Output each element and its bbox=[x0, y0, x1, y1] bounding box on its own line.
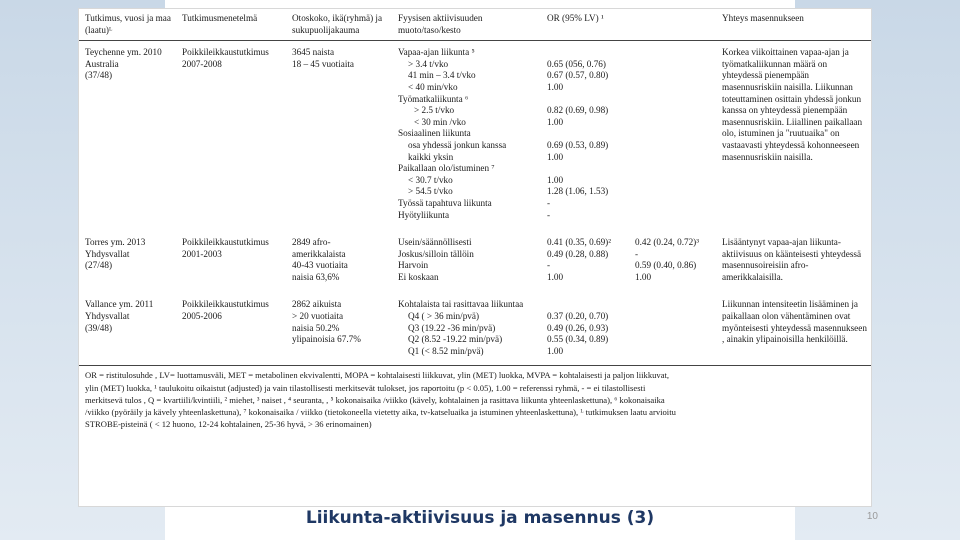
sample-cell-line: 18 – 45 vuotiaita bbox=[292, 58, 355, 69]
activity-cell-line: Q2 (8.52 -19.22 min/pvä) bbox=[408, 334, 503, 345]
activity-cell-line: Sosiaalinen liikunta bbox=[398, 128, 471, 139]
table-header-row bbox=[79, 9, 871, 41]
or-cell-line: 0.49 (0.26, 0.93) bbox=[547, 322, 609, 333]
sample-cell-line: > 20 vuotiaita bbox=[292, 311, 344, 322]
study-cell-line: Australia bbox=[85, 58, 119, 69]
or-cell-line: 0.55 (0.34, 0.89) bbox=[547, 334, 609, 345]
or-cell-line: 0.82 (0.69, 0.98) bbox=[547, 105, 609, 116]
activity-cell-line: < 30 min /vko bbox=[414, 116, 466, 127]
or-cell-2 bbox=[629, 229, 716, 291]
method-cell bbox=[176, 291, 286, 365]
activity-cell-line: < 40 min/vko bbox=[408, 81, 458, 92]
activity-cell-line: Q3 (19.22 -36 min/pvä) bbox=[408, 322, 496, 333]
sample-cell bbox=[286, 291, 392, 365]
study-cell-line: (37/48) bbox=[85, 70, 113, 81]
or-cell-line: 0.41 (0.35, 0.69)² bbox=[547, 237, 611, 248]
or-cell-2-line: 0.59 (0.40, 0.86) bbox=[635, 260, 697, 271]
footnote-line: ylin (MET) luokka, ¹ taulukoitu oikaistut (adjusted) ja vain tilastollisesti merkitsevät tulokset, jos raportoitu (p < 0.05), 1.00 = referenssi ryhmä, - = ei tilastollisesti bbox=[85, 382, 646, 393]
effect-cell: Liikunnan intensiteetin lisääminen ja paikallaan olon vähentäminen ovat myönteisesti yhteydessä masennukseen , ainakin ylipainoisilla henkilöillä. bbox=[722, 299, 867, 345]
header-or: OR (95% LV) ¹ bbox=[541, 9, 629, 41]
study-cell-line: Teychenne ym. 2010 bbox=[85, 47, 162, 58]
effect-cell: Korkea viikoittainen vapaa-ajan ja työmatkaliikunnan määrä on yhteydessä pienempään masennusriskiin naisilla. Liikunnan toteuttaminen osittain yhdessä jonkun kanssa on yhteydessä pienempään masennusriskiin. Liiallinen paikallaan olo, istuminen ja "ruutuaika" on vastaavasti yhteydessä kohonneeseen masennusriskiin naisilla. bbox=[722, 47, 863, 162]
or-cell-line: 1.00 bbox=[547, 116, 564, 127]
method-cell-line: Poikkileikkaustutkimus bbox=[182, 299, 269, 310]
sample-cell-line: amerikkalaista bbox=[292, 248, 346, 259]
activity-cell-line: Q4 ( > 36 min/pvä) bbox=[408, 311, 480, 322]
header-or-2 bbox=[629, 9, 716, 41]
table-row bbox=[79, 41, 871, 229]
or-cell-line bbox=[547, 163, 626, 175]
or-cell-line: - bbox=[547, 209, 551, 220]
activity-cell-line: Vapaa-ajan liikunta ⁵ bbox=[398, 47, 475, 58]
activity-cell-line: Harvoin bbox=[398, 260, 429, 271]
study-cell bbox=[79, 291, 176, 365]
study-cell-line: (39/48) bbox=[85, 322, 113, 333]
activity-cell-line: > 2.5 t/vko bbox=[414, 105, 455, 116]
activity-cell-line: Ei koskaan bbox=[398, 271, 439, 282]
table-image bbox=[78, 8, 872, 507]
page-number: 10 bbox=[866, 511, 878, 522]
studies-table bbox=[79, 9, 871, 365]
footnote-line: STROBE-pisteinä ( < 12 huono, 12-24 kohtalainen, 25-36 hyvä, > 36 erinomainen) bbox=[85, 419, 372, 430]
or-cell-line: 0.65 (056, 0.76) bbox=[547, 58, 606, 69]
slide-title: Liikunta-aktiivisuus ja masennus (3) bbox=[305, 508, 655, 528]
activity-cell-line: > 54.5 t/vko bbox=[408, 186, 453, 197]
or-cell-line: - bbox=[547, 260, 551, 271]
activity-cell-line: osa yhdessä jonkun kanssa bbox=[408, 139, 507, 150]
study-cell bbox=[79, 41, 176, 229]
or-cell-line: - bbox=[547, 197, 551, 208]
or-cell-line: 1.00 bbox=[547, 151, 564, 162]
study-cell-line: (27/48) bbox=[85, 260, 113, 271]
method-cell-line: Poikkileikkaustutkimus bbox=[182, 47, 269, 58]
footnote-line: /viikko (pyöräily ja kävely yhteenlaskettuna), ⁷ kokonaisaika / viikko (tietokoneella vietetty aika, tv-katseluaika ja istuminen yhteenlaskettuna), ᴸ tutkimuksen laatu arvioitu bbox=[85, 407, 676, 418]
activity-cell-line: > 3.4 t/vko bbox=[408, 58, 449, 69]
activity-cell-line: Kohtalaista tai rasittavaa liikuntaa bbox=[398, 299, 524, 310]
footnote-line: OR = ristitulosuhde , LV= luottamusväli, MET = metabolinen ekvivalentti, MOPA = kohtalaisesti liikkuvat, ylin (MET) luokka, MVPA = kohtalaisesti ja paljon liikkuvat, bbox=[85, 370, 670, 381]
header-method: Tutkimusmenetelmä bbox=[176, 9, 286, 41]
activity-cell bbox=[392, 291, 541, 365]
sample-cell-line: 3645 naista bbox=[292, 47, 335, 58]
or-cell-line: 0.37 (0.20, 0.70) bbox=[547, 311, 609, 322]
table-row bbox=[79, 229, 871, 291]
activity-cell-line: < 30.7 t/vko bbox=[408, 174, 453, 185]
study-cell-line: Yhdysvallat bbox=[85, 311, 130, 322]
or-cell bbox=[541, 229, 629, 291]
or-cell-2 bbox=[629, 291, 716, 365]
activity-cell bbox=[392, 229, 541, 291]
or-cell-line bbox=[547, 94, 626, 106]
activity-cell-line: kaikki yksin bbox=[408, 151, 454, 162]
header-study: Tutkimus, vuosi ja maa (laatu)ᴸ bbox=[79, 9, 176, 41]
or-cell-line bbox=[547, 299, 626, 311]
table-row bbox=[79, 291, 871, 365]
study-cell-line: Torres ym. 2013 bbox=[85, 237, 146, 248]
activity-cell-line: Q1 (< 8.52 min/pvä) bbox=[408, 345, 484, 356]
method-cell bbox=[176, 41, 286, 229]
sample-cell-line: naisia 50.2% bbox=[292, 322, 340, 333]
or-cell-line bbox=[547, 47, 626, 59]
study-cell-line: Yhdysvallat bbox=[85, 248, 130, 259]
or-cell-2-line: 0.42 (0.24, 0.72)³ bbox=[635, 237, 699, 248]
or-cell bbox=[541, 41, 629, 229]
activity-cell bbox=[392, 41, 541, 229]
header-sample: Otoskoko, ikä(ryhmä) ja sukupuolijakauma bbox=[286, 9, 392, 41]
or-cell-line: 1.00 bbox=[547, 271, 564, 282]
or-cell-line: 0.49 (0.28, 0.88) bbox=[547, 248, 609, 259]
or-cell-line: 1.00 bbox=[547, 174, 564, 185]
method-cell-line: 2007-2008 bbox=[182, 58, 222, 69]
method-cell-line: 2005-2006 bbox=[182, 311, 222, 322]
activity-cell-line: Joskus/silloin tällöin bbox=[398, 248, 474, 259]
or-cell bbox=[541, 291, 629, 365]
or-cell-line: 1.00 bbox=[547, 345, 564, 356]
sample-cell-line: ylipainoisia 67.7% bbox=[292, 334, 361, 345]
header-activity: Fyysisen aktiivisuuden muoto/taso/kesto bbox=[392, 9, 541, 41]
header-effect: Yhteys masennukseen bbox=[716, 9, 871, 41]
sample-cell-line: naisia 63,6% bbox=[292, 271, 340, 282]
sample-cell-line: 2862 aikuista bbox=[292, 299, 342, 310]
or-cell-line: 1.00 bbox=[547, 81, 564, 92]
or-cell-2 bbox=[629, 41, 716, 229]
sample-cell bbox=[286, 229, 392, 291]
activity-cell-line: Työssä tapahtuva liikunta bbox=[398, 197, 492, 208]
method-cell-line: Poikkileikkaustutkimus bbox=[182, 237, 269, 248]
effect-cell: Lisääntynyt vapaa-ajan liikunta-aktiivisuus on käänteisesti yhteydessä masennusoireisiin afro-amerikkalaisilla. bbox=[722, 237, 862, 282]
activity-cell-line: Työmatkaliikunta ⁶ bbox=[398, 93, 469, 104]
or-cell-line: 0.69 (0.53, 0.89) bbox=[547, 139, 609, 150]
sample-cell-line: 2849 afro- bbox=[292, 237, 331, 248]
activity-cell-line: 41 min – 3.4 t/vko bbox=[408, 70, 476, 81]
sample-cell bbox=[286, 41, 392, 229]
method-cell-line: 2001-2003 bbox=[182, 248, 222, 259]
study-cell bbox=[79, 229, 176, 291]
study-cell-line: Vallance ym. 2011 bbox=[85, 299, 154, 310]
activity-cell-line: Hyötyliikunta bbox=[398, 209, 450, 220]
or-cell-line bbox=[547, 128, 626, 140]
or-cell-line: 1.28 (1.06, 1.53) bbox=[547, 186, 609, 197]
or-cell-line: 0.67 (0.57, 0.80) bbox=[547, 70, 609, 81]
or-cell-2-line: 1.00 bbox=[635, 271, 652, 282]
table-footnotes bbox=[79, 365, 871, 430]
method-cell bbox=[176, 229, 286, 291]
or-cell-2-line: - bbox=[635, 248, 639, 259]
sample-cell-line: 40-43 vuotiaita bbox=[292, 260, 348, 271]
activity-cell-line: Usein/säännöllisesti bbox=[398, 237, 472, 248]
activity-cell-line: Paikallaan olo/istuminen ⁷ bbox=[398, 163, 495, 174]
footnote-line: merkitsevä tulos , Q = kvartiili/kvintiili, ² miehet, ³ naiset , ⁴ seuranta, , ⁵ kokonaisaika /viikko (kävely, kohtalainen ja rasittava liikunta yhteenlaskettuna), ⁶ kokonaisaika bbox=[85, 394, 665, 405]
